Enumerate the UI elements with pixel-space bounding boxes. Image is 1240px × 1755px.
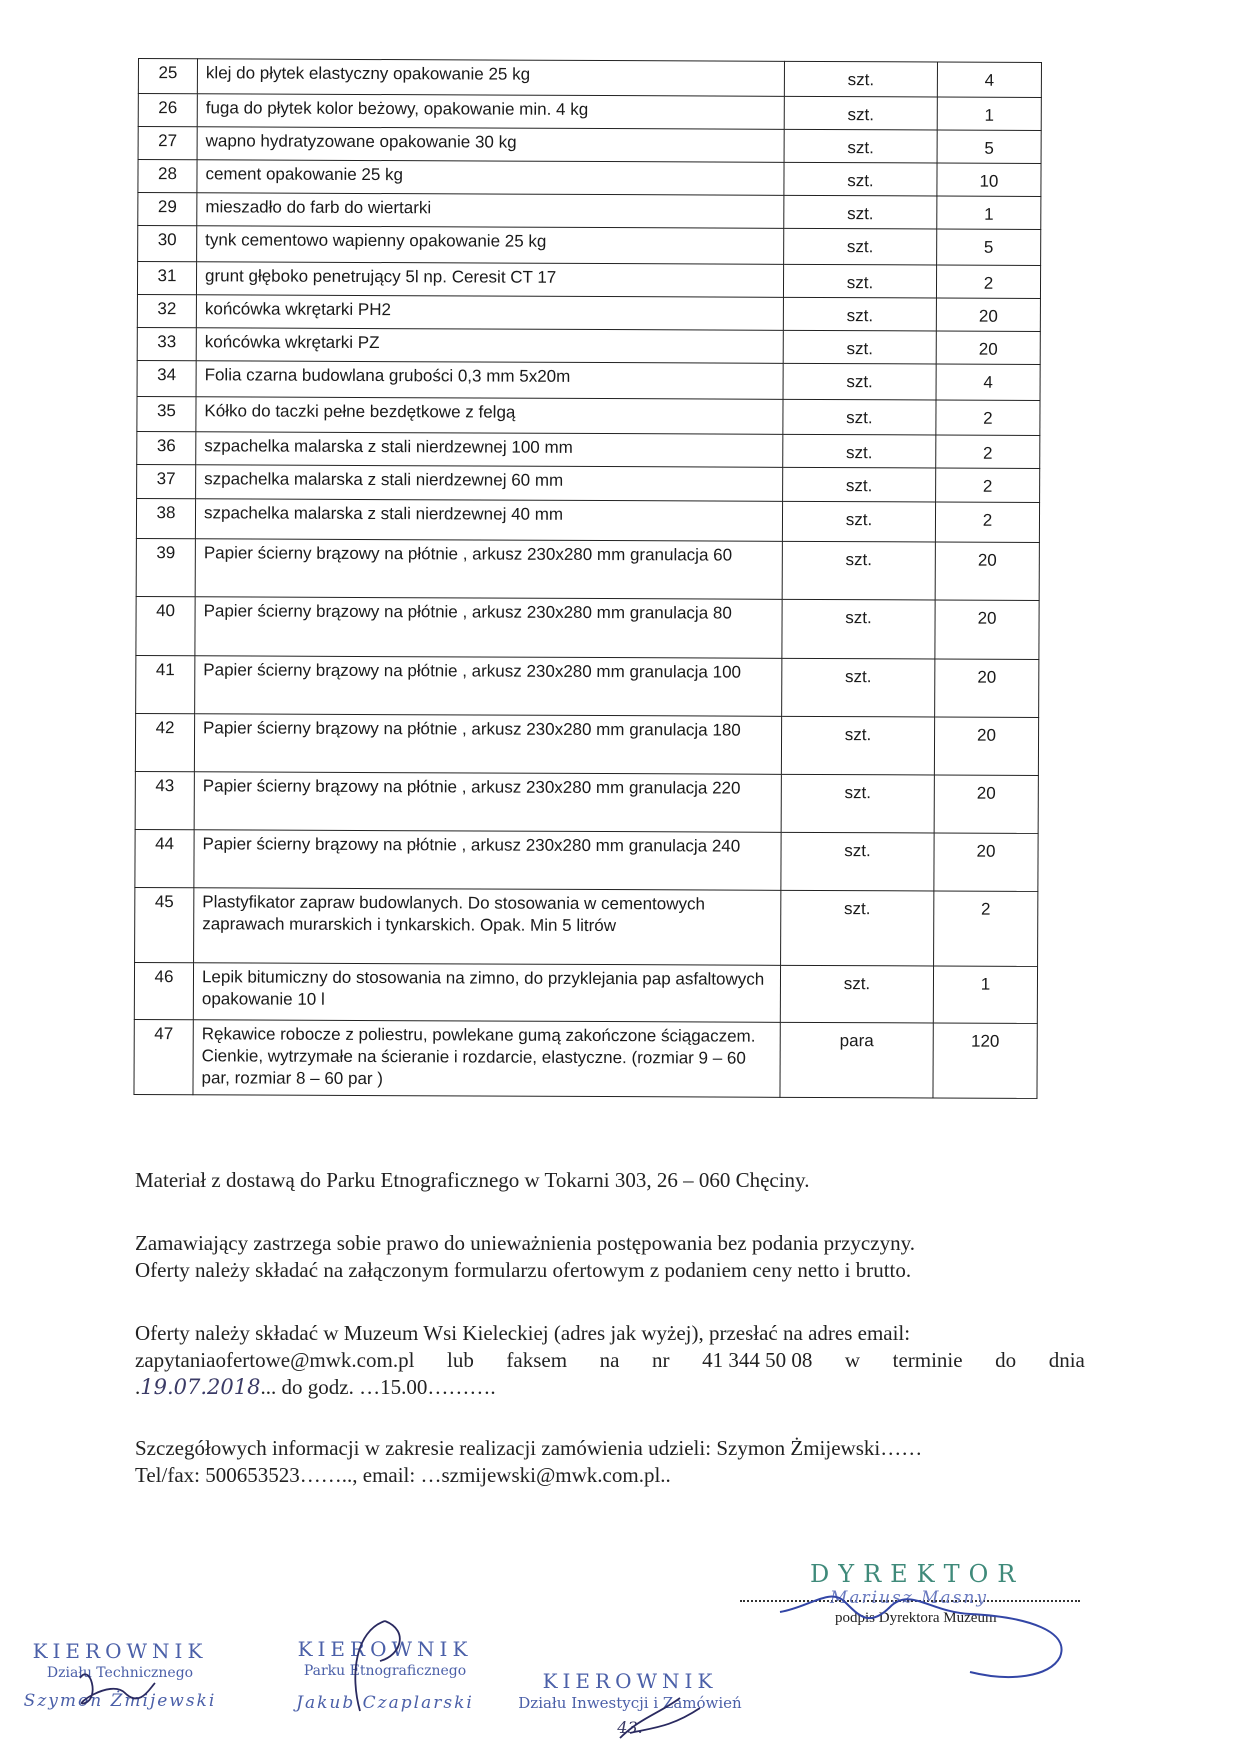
tech-stamp-dept: Działu Technicznego xyxy=(46,1665,194,1681)
row-unit: szt. xyxy=(782,658,935,717)
contact-paragraph xyxy=(135,1435,1085,1489)
row-quantity: 1 xyxy=(937,97,1041,130)
park-stamp-title: KIEROWNIK xyxy=(297,1637,473,1661)
director-signature-label: podpis Dyrektora Muzeum xyxy=(835,1610,997,1626)
row-quantity: 5 xyxy=(937,229,1041,265)
row-description: Papier ścierny brązowy na płótnie , arkusz 230x280 mm granulacja 180 xyxy=(194,714,781,775)
row-quantity: 20 xyxy=(934,775,1038,833)
row-description: Papier ścierny brązowy na płótnie , arkusz 230x280 mm granulacja 60 xyxy=(195,539,782,600)
terms-paragraph xyxy=(135,1230,1085,1284)
table-row xyxy=(138,94,1041,131)
row-quantity: 20 xyxy=(935,659,1039,717)
row-quantity: 2 xyxy=(935,502,1039,542)
director-signature-icon xyxy=(770,1572,1070,1682)
row-number: 36 xyxy=(137,431,196,464)
row-quantity: 20 xyxy=(936,298,1040,331)
table-row xyxy=(135,829,1038,891)
row-number: 41 xyxy=(136,655,195,713)
row-number: 40 xyxy=(136,596,195,655)
submission-paragraph xyxy=(135,1320,1085,1401)
row-description: szpachelka malarska z stali nierdzewnej 40 mm xyxy=(195,499,782,542)
tech-signature-icon xyxy=(70,1658,160,1718)
table-row xyxy=(137,294,1040,331)
row-description: końcówka wkrętarki PH2 xyxy=(196,295,783,331)
row-number: 43 xyxy=(135,771,194,829)
row-number: 26 xyxy=(138,94,197,127)
row-quantity: 2 xyxy=(936,468,1040,502)
row-description: końcówka wkrętarki PZ xyxy=(196,328,783,364)
row-description: szpachelka malarska z stali nierdzewnej 60 mm xyxy=(196,465,783,502)
row-unit: szt. xyxy=(781,832,934,891)
row-description: klej do płytek elastyczny opakowanie 25 kg xyxy=(197,59,784,97)
table-row xyxy=(135,713,1038,775)
row-unit: para xyxy=(780,1022,933,1098)
row-quantity: 2 xyxy=(936,400,1040,435)
row-quantity: 4 xyxy=(936,364,1040,400)
row-description: fuga do płytek kolor beżowy, opakowanie min. 4 kg xyxy=(197,94,784,130)
row-description: Kółko do taczki pełne bezdętkowe z felgą xyxy=(196,397,783,435)
row-description: cement opakowanie 25 kg xyxy=(197,160,784,196)
row-number: 39 xyxy=(136,538,195,596)
items-table-body xyxy=(134,59,1042,1099)
invest-stamp xyxy=(500,1668,760,1738)
row-quantity: 2 xyxy=(934,891,1038,966)
row-unit: szt. xyxy=(784,61,937,97)
row-description: Rękawice robocze z poliestru, powlekane gumą zakończone ściągaczem. Cienkie, wytrzymałe na ścieranie i rozdarcie, elastyczne. (rozmiar 9 – 60 par, rozmiar 8 – 60 par ) xyxy=(193,1020,780,1098)
row-number: 30 xyxy=(138,226,197,262)
invest-stamp-dept: Działu Inwestycji i Zamówień xyxy=(518,1694,742,1712)
park-stamp-name: Jakub Czaplarski xyxy=(296,1693,474,1714)
row-unit: szt. xyxy=(783,399,936,435)
park-stamp-dept: Parku Etnograficznego xyxy=(303,1663,467,1679)
invest-note: 43. xyxy=(617,1717,643,1737)
row-quantity: 10 xyxy=(937,163,1041,196)
row-description: Plastyfikator zapraw budowlanych. Do stosowania w cementowych zaprawach murarskich i tynkarskich. Opak. Min 5 litrów xyxy=(194,888,781,966)
deadline-suffix: ... do godz. …15.00………. xyxy=(260,1375,496,1399)
director-title: DYREKTOR xyxy=(810,1560,1025,1588)
submit-word: dnia xyxy=(1048,1348,1085,1372)
row-quantity: 2 xyxy=(936,435,1040,468)
row-unit: szt. xyxy=(782,599,935,659)
submit-word: terminie xyxy=(892,1348,963,1372)
submit-line-1: Oferty należy składać w Muzeum Wsi Kieleckiej (adres jak wyżej), przesłać na adres email: xyxy=(135,1321,911,1345)
row-unit: szt. xyxy=(783,467,936,502)
row-number: 42 xyxy=(135,713,194,771)
delivery-paragraph xyxy=(135,1167,1085,1194)
table-row xyxy=(137,431,1040,468)
row-number: 27 xyxy=(138,127,197,160)
row-unit: szt. xyxy=(784,195,937,229)
row-number: 45 xyxy=(135,887,194,962)
invest-stamp-title: KIEROWNIK xyxy=(542,1669,718,1693)
row-unit: szt. xyxy=(783,297,936,331)
row-number: 28 xyxy=(138,160,197,193)
table-row xyxy=(136,655,1039,717)
row-unit: szt. xyxy=(784,96,937,130)
row-unit: szt. xyxy=(783,363,936,400)
row-description: grunt głęboko penetrujący 5l np. Ceresit CT 17 xyxy=(196,262,783,298)
row-description: Papier ścierny brązowy na płótnie , arkusz 230x280 mm granulacja 240 xyxy=(194,830,781,891)
table-row xyxy=(138,160,1041,197)
submit-word: nr xyxy=(652,1348,670,1372)
row-number: 38 xyxy=(136,498,195,538)
contact-line-1: Szczegółowych informacji w zakresie realizacji zamówienia udzieli: Szymon Żmijewski…… xyxy=(135,1436,923,1460)
table-row xyxy=(136,498,1039,542)
row-unit: szt. xyxy=(783,264,936,298)
table-row xyxy=(134,962,1037,1023)
row-description: szpachelka malarska z stali nierdzewnej 100 mm xyxy=(196,432,783,468)
submit-word: faksem xyxy=(506,1348,568,1372)
park-signature-icon xyxy=(340,1616,420,1726)
table-row xyxy=(136,538,1039,600)
row-number: 31 xyxy=(137,262,196,295)
deadline-line xyxy=(135,1374,1085,1401)
row-description: wapno hydratyzowane opakowanie 30 kg xyxy=(197,127,784,163)
row-number: 25 xyxy=(138,59,197,94)
table-row xyxy=(138,59,1041,98)
row-unit: szt. xyxy=(784,129,937,163)
row-number: 44 xyxy=(135,829,194,887)
tech-stamp-name: Szymon Żmijewski xyxy=(23,1691,217,1712)
submit-word: lub xyxy=(446,1348,474,1372)
offers-form-text: Oferty należy składać na załączonym formularzu ofertowym z podaniem ceny netto i brutto. xyxy=(135,1258,912,1282)
row-number: 29 xyxy=(138,193,197,226)
row-number: 47 xyxy=(134,1019,193,1094)
row-quantity: 20 xyxy=(936,331,1040,364)
row-unit: szt. xyxy=(782,501,935,542)
row-quantity: 20 xyxy=(935,600,1039,659)
row-unit: szt. xyxy=(781,716,934,775)
submit-word: zapytaniaofertowe@mwk.com.pl xyxy=(135,1348,415,1372)
table-row xyxy=(134,1019,1037,1098)
director-name: Mariusz Masny xyxy=(830,1588,988,1608)
row-quantity: 2 xyxy=(936,265,1040,298)
tech-stamp-title: KIEROWNIK xyxy=(32,1639,208,1663)
row-unit: szt. xyxy=(780,965,933,1023)
submit-word: w xyxy=(844,1348,861,1372)
row-number: 34 xyxy=(137,360,196,396)
table-row xyxy=(138,226,1041,266)
row-quantity: 120 xyxy=(933,1023,1037,1098)
row-unit: szt. xyxy=(783,434,936,468)
row-quantity: 20 xyxy=(935,542,1039,600)
row-unit: szt. xyxy=(781,774,934,833)
row-unit: szt. xyxy=(784,228,937,265)
park-stamp xyxy=(280,1636,490,1714)
row-number: 32 xyxy=(137,294,196,327)
row-description: mieszadło do farb do wiertarki xyxy=(197,193,784,229)
table-row xyxy=(137,327,1040,364)
row-description: tynk cementowo wapienny opakowanie 25 kg xyxy=(197,226,784,265)
tech-stamp xyxy=(20,1638,220,1712)
submit-word: 41 344 50 08 xyxy=(702,1348,813,1372)
contact-line-2: Tel/fax: 500653523…….., email: …szmijewski@mwk.com.pl.. xyxy=(135,1463,671,1487)
row-number: 37 xyxy=(137,464,196,498)
table-row xyxy=(136,596,1039,659)
row-unit: szt. xyxy=(784,162,937,196)
table-row xyxy=(137,360,1040,400)
reserve-text: Zamawiający zastrzega sobie prawo do unieważnienia postępowania bez podania przyczyny. xyxy=(135,1231,915,1255)
row-quantity: 20 xyxy=(934,833,1038,891)
row-number: 33 xyxy=(137,327,196,360)
row-unit: szt. xyxy=(782,541,935,600)
table-row xyxy=(138,127,1041,164)
table-row xyxy=(138,193,1041,230)
row-description: Papier ścierny brązowy na płótnie , arkusz 230x280 mm granulacja 100 xyxy=(195,656,782,717)
table-row xyxy=(135,771,1038,833)
row-quantity: 4 xyxy=(937,62,1041,97)
row-unit: szt. xyxy=(781,890,934,966)
submit-line-2 xyxy=(135,1347,1085,1374)
row-number: 35 xyxy=(137,396,196,431)
row-unit: szt. xyxy=(783,330,936,364)
row-description: Papier ścierny brązowy na płótnie , arkusz 230x280 mm granulacja 80 xyxy=(195,597,782,659)
row-quantity: 1 xyxy=(933,966,1037,1023)
deadline-prefix: . xyxy=(135,1375,141,1399)
submit-word: na xyxy=(599,1348,620,1372)
row-number: 46 xyxy=(134,962,193,1019)
submit-word: do xyxy=(995,1348,1017,1372)
row-quantity: 5 xyxy=(937,130,1041,163)
invest-signature-icon xyxy=(610,1688,710,1748)
row-quantity: 1 xyxy=(937,196,1041,229)
row-description: Lepik bitumiczny do stosowania na zimno, do przyklejania pap asfaltowych opakowanie 10 l xyxy=(193,963,780,1023)
row-description: Papier ścierny brązowy na płótnie , arkusz 230x280 mm granulacja 220 xyxy=(194,772,781,833)
table-row xyxy=(135,887,1038,966)
items-table xyxy=(133,58,1042,1099)
table-row xyxy=(137,396,1040,435)
table-row xyxy=(137,262,1040,299)
table-row xyxy=(137,464,1040,502)
deadline-date: 19.07.2018 xyxy=(140,1375,261,1399)
row-quantity: 20 xyxy=(934,717,1038,775)
delivery-text: Materiał z dostawą do Parku Etnograficznego w Tokarni 303, 26 – 060 Chęciny. xyxy=(135,1168,810,1192)
row-description: Folia czarna budowlana grubości 0,3 mm 5x20m xyxy=(196,361,783,400)
